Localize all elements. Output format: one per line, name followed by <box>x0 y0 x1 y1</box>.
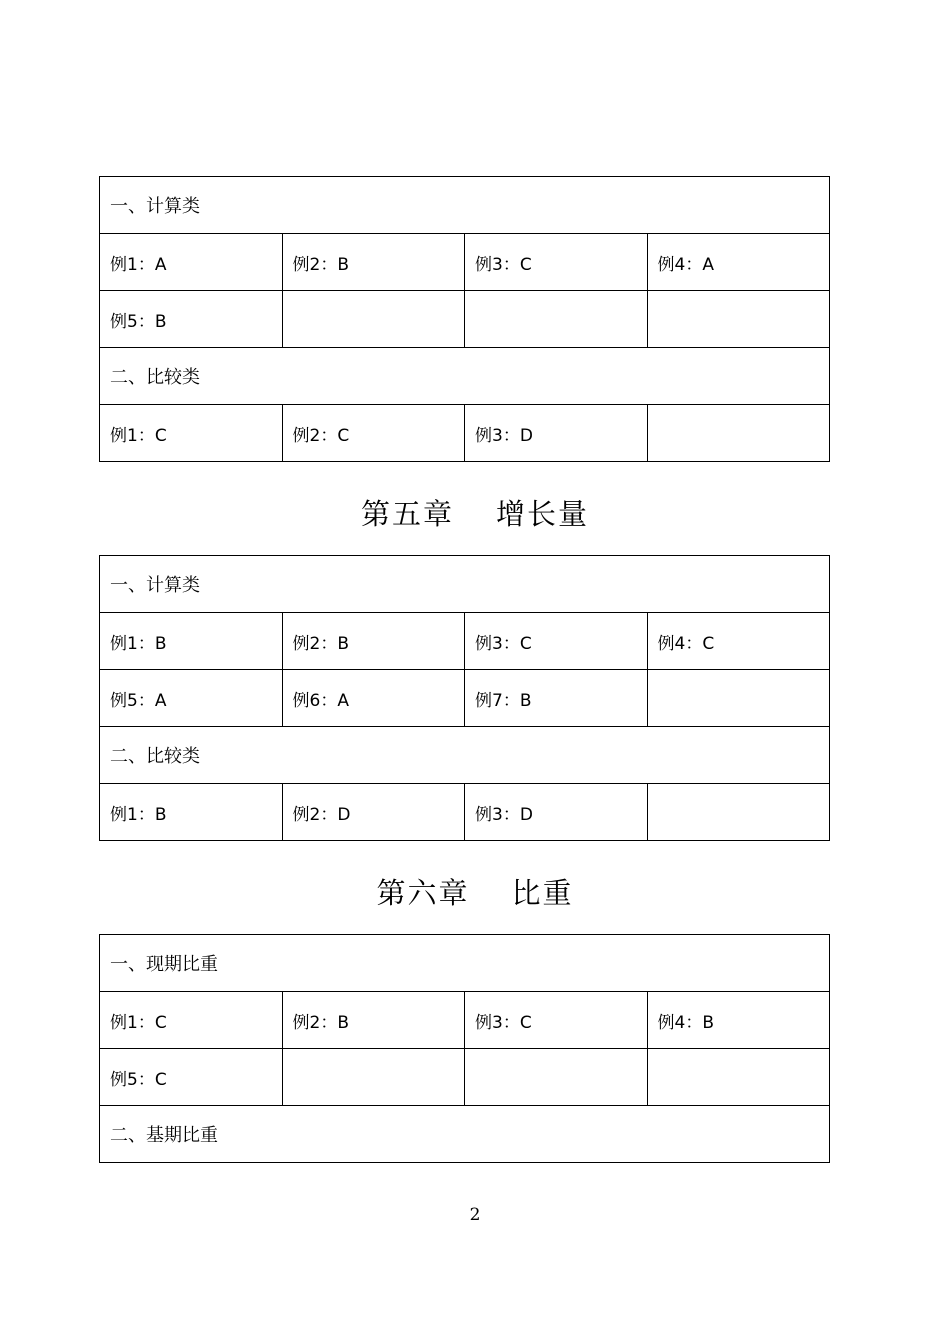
answer-cell: 例1：B <box>100 613 283 670</box>
answer-row <box>100 613 830 670</box>
section-heading: 一、计算类 <box>100 177 830 234</box>
answer-row <box>100 1049 830 1106</box>
answer-cell: 例2：C <box>282 405 465 462</box>
chapter-number: 第五章 <box>360 497 454 531</box>
answer-cell: 例2：B <box>282 992 465 1049</box>
answer-cell <box>647 291 830 348</box>
section-heading: 二、比较类 <box>100 348 830 405</box>
answer-cell: 例2：B <box>282 234 465 291</box>
answer-table-previous-chapter <box>99 176 830 462</box>
answer-cell: 例5：B <box>100 291 283 348</box>
section-heading: 一、现期比重 <box>100 935 830 992</box>
answer-cell: 例6：A <box>282 670 465 727</box>
answer-cell <box>647 784 830 841</box>
chapter-number: 第六章 <box>376 876 470 910</box>
answer-cell: 例3：C <box>465 992 648 1049</box>
answer-cell <box>647 1049 830 1106</box>
section-heading-row <box>100 1106 830 1163</box>
answer-cell: 例1：C <box>100 992 283 1049</box>
section-heading: 二、基期比重 <box>100 1106 830 1163</box>
answer-cell: 例3：D <box>465 784 648 841</box>
section-heading-row <box>100 556 830 613</box>
answer-cell: 例4：A <box>647 234 830 291</box>
answer-table-chapter-six <box>99 934 830 1163</box>
answer-cell: 例1：A <box>100 234 283 291</box>
answer-row <box>100 992 830 1049</box>
chapter-name: 增长量 <box>496 497 590 531</box>
answer-cell: 例3：C <box>465 613 648 670</box>
answer-cell <box>465 291 648 348</box>
section-heading-row <box>100 348 830 405</box>
answer-cell: 例4：B <box>647 992 830 1049</box>
section-heading: 二、比较类 <box>100 727 830 784</box>
chapter-five-title <box>0 494 950 534</box>
section-heading: 一、计算类 <box>100 556 830 613</box>
answer-cell: 例4：C <box>647 613 830 670</box>
answer-row <box>100 291 830 348</box>
answer-row <box>100 234 830 291</box>
section-heading-row <box>100 727 830 784</box>
answer-cell: 例2：D <box>282 784 465 841</box>
answer-cell: 例5：C <box>100 1049 283 1106</box>
section-heading-row <box>100 935 830 992</box>
answer-cell: 例1：B <box>100 784 283 841</box>
answer-cell: 例1：C <box>100 405 283 462</box>
answer-cell: 例3：C <box>465 234 648 291</box>
answer-cell <box>647 405 830 462</box>
answer-cell <box>647 670 830 727</box>
answer-cell: 例7：B <box>465 670 648 727</box>
answer-row <box>100 670 830 727</box>
answer-cell <box>282 1049 465 1106</box>
answer-cell <box>465 1049 648 1106</box>
chapter-name: 比重 <box>511 876 574 910</box>
page-number: 2 <box>469 1205 481 1225</box>
answer-cell: 例5：A <box>100 670 283 727</box>
answer-cell <box>282 291 465 348</box>
answer-cell: 例3：D <box>465 405 648 462</box>
answer-table-chapter-five <box>99 555 830 841</box>
answer-row <box>100 784 830 841</box>
section-heading-row <box>100 177 830 234</box>
answer-row <box>100 405 830 462</box>
chapter-six-title <box>0 873 950 913</box>
answer-cell: 例2：B <box>282 613 465 670</box>
